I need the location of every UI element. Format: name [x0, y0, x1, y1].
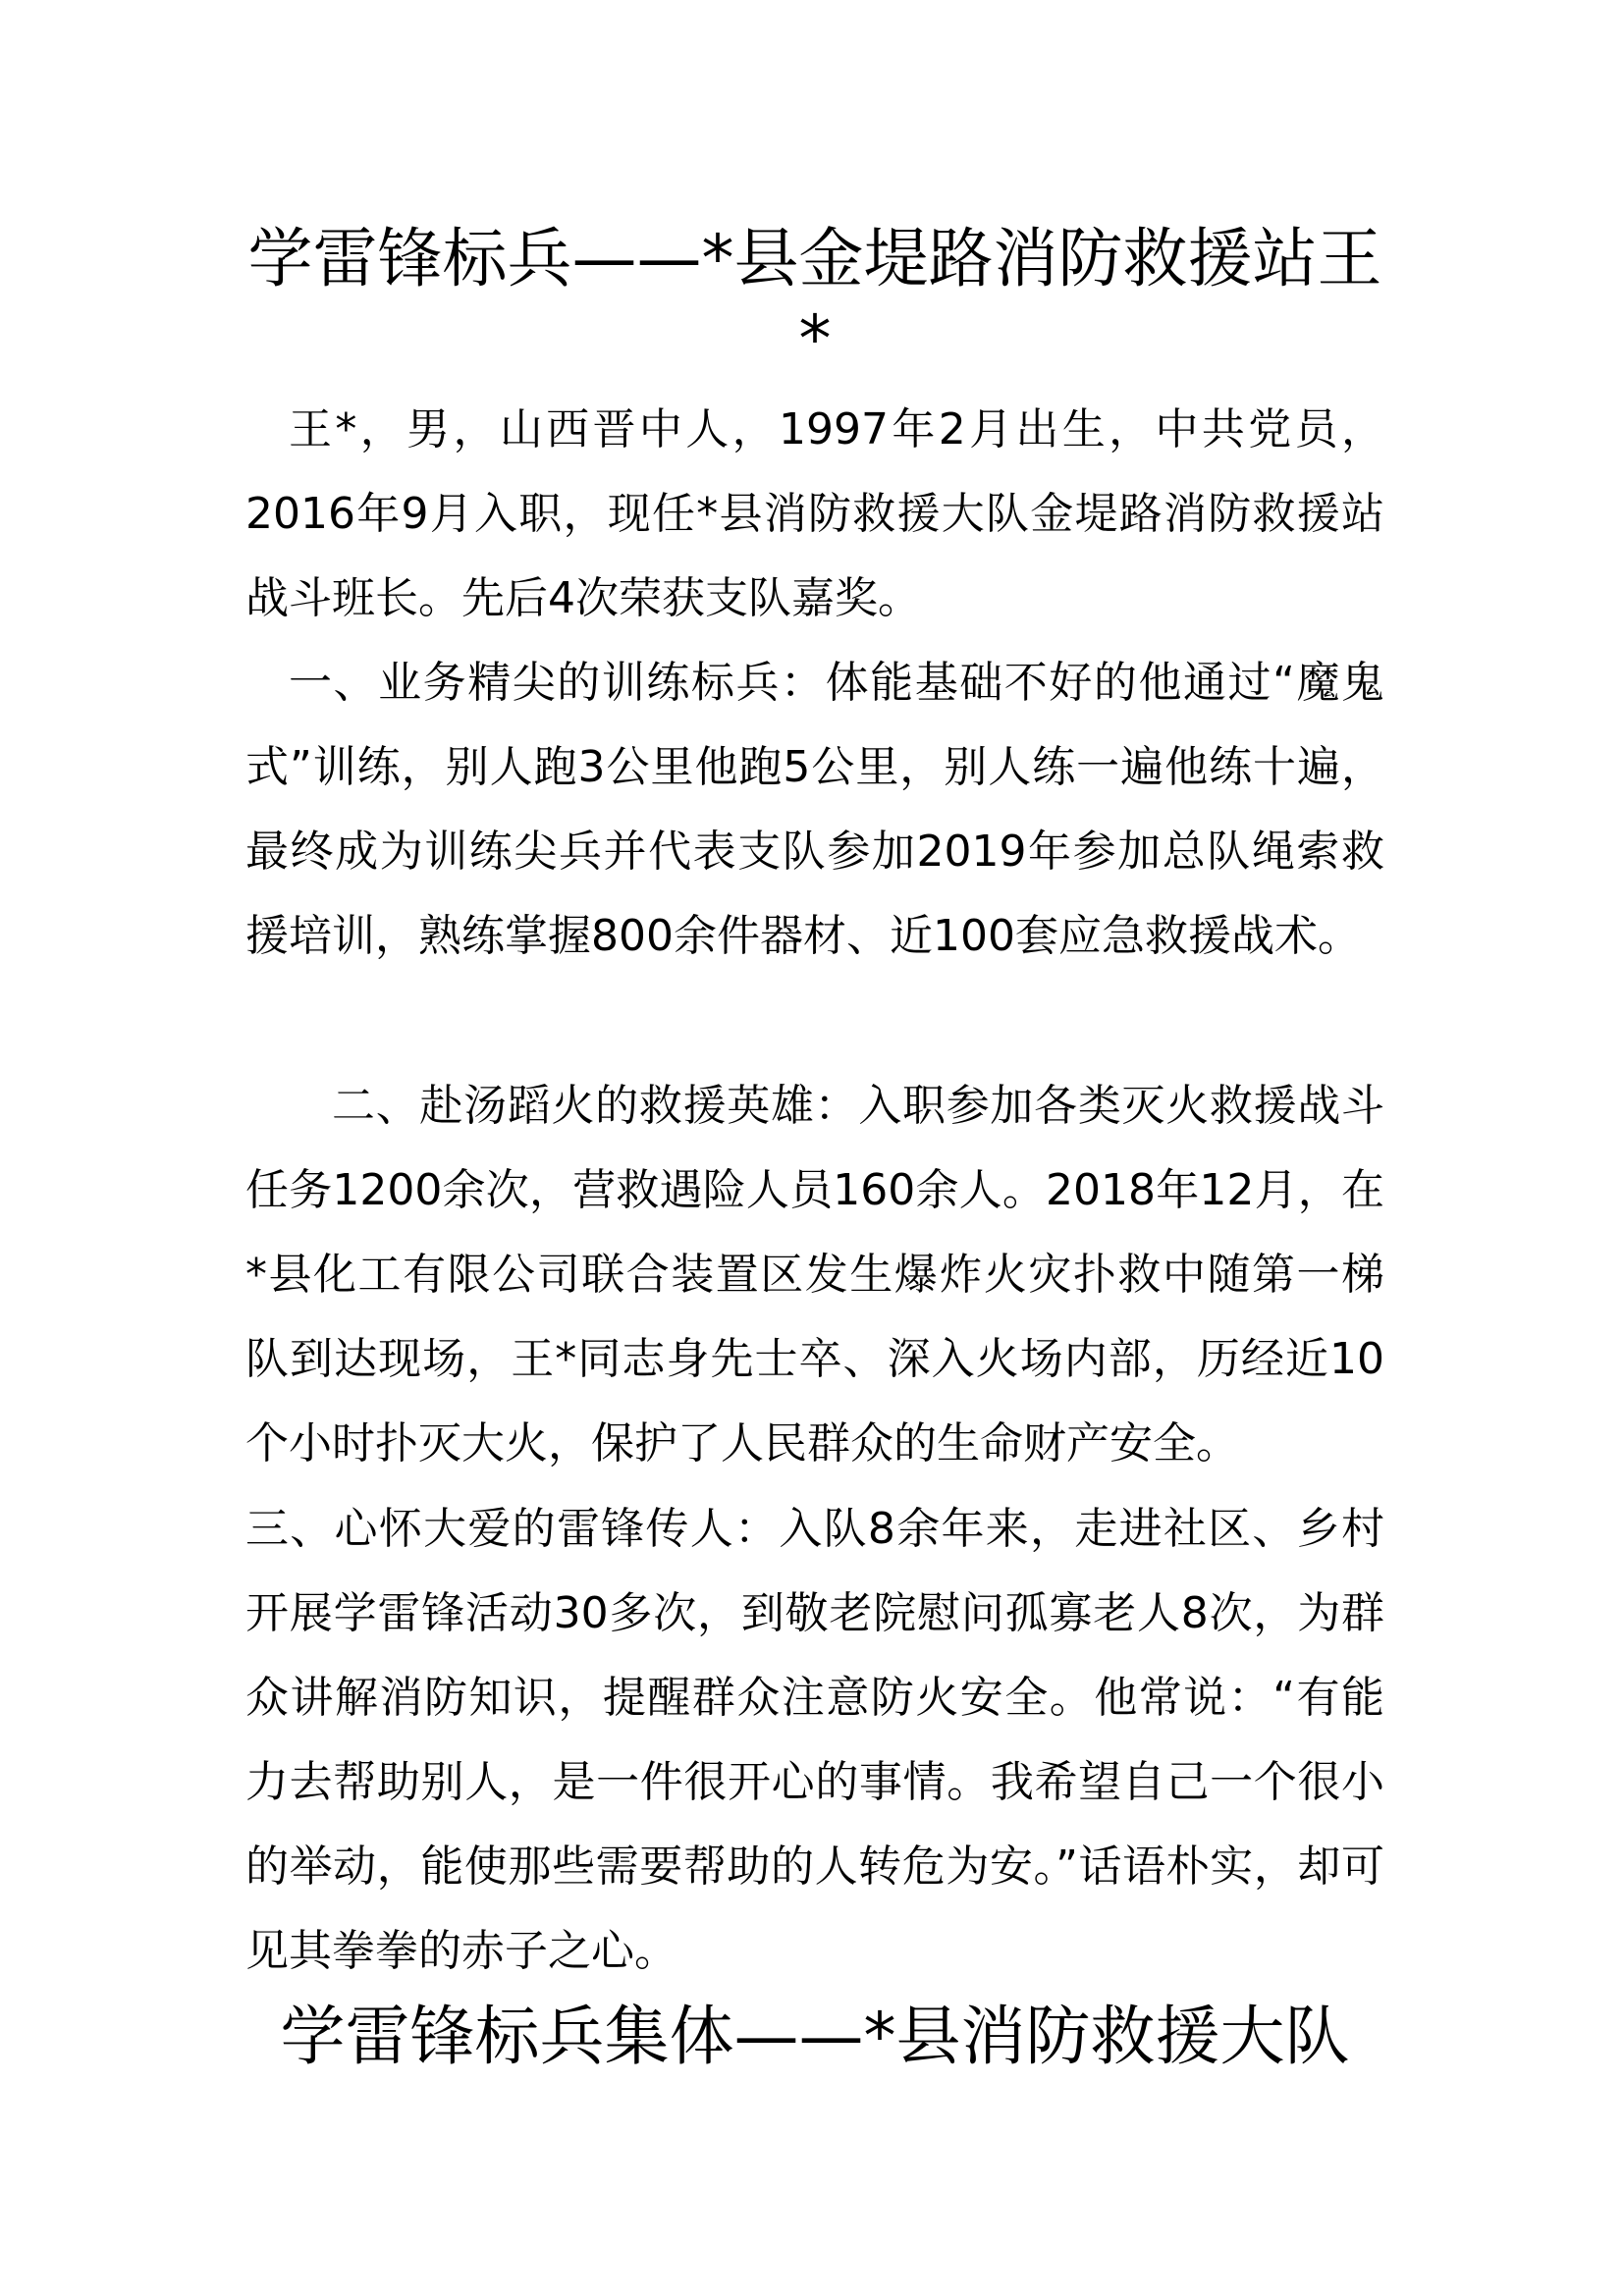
section-title-collective: 学雷锋标兵集体——*县消防救援大队	[280, 1999, 1350, 2074]
paragraph-volunteer: 三、心怀大爱的雷锋传人：入队8余年来，走进社区、乡村开展学雷锋活动30多次，到敬老院慰问孤寡老人8次，为群众讲解消防知识，提醒群众注意防火安全。他常说：“有能力去帮助别人，是一件很开心的事情。我希望自己一个很小的举动，能使那些需要帮助的人转危为安。”话语朴实，却可见其拳拳的赤子之心。	[245, 1504, 1384, 1976]
document-title-continuation: *	[798, 301, 832, 377]
paragraph-profile: 王*，男，山西晋中人，1997年2月出生，中共党员，2016年9月入职，现任*县消防救援大队金堤路消防救援站战斗班长。先后4次荣获支队嘉奖。	[245, 404, 1384, 623]
document-title: 学雷锋标兵——*县金堤路消防救援站王	[247, 221, 1382, 296]
paragraph-training: 一、业务精尖的训练标兵：体能基础不好的他通过“魔鬼式”训练，别人跑3公里他跑5公里，别人练一遍他练十遍，最终成为训练尖兵并代表支队参加2019年参加总队绳索救援培训，熟练掌握800余件器材、近100套应急救援战术。	[245, 658, 1384, 961]
paragraph-rescue: 二、赴汤蹈火的救援英雄：入职参加各类灭火救援战斗任务1200余次，营救遇险人员160余人。2018年12月，在*县化工有限公司联合装置区发生爆炸火灾扑救中随第一梯队到达现场，王*同志身先士卒、深入火场内部，历经近10个小时扑灭大火，保护了人民群众的生命财产安全。	[245, 1081, 1384, 1468]
